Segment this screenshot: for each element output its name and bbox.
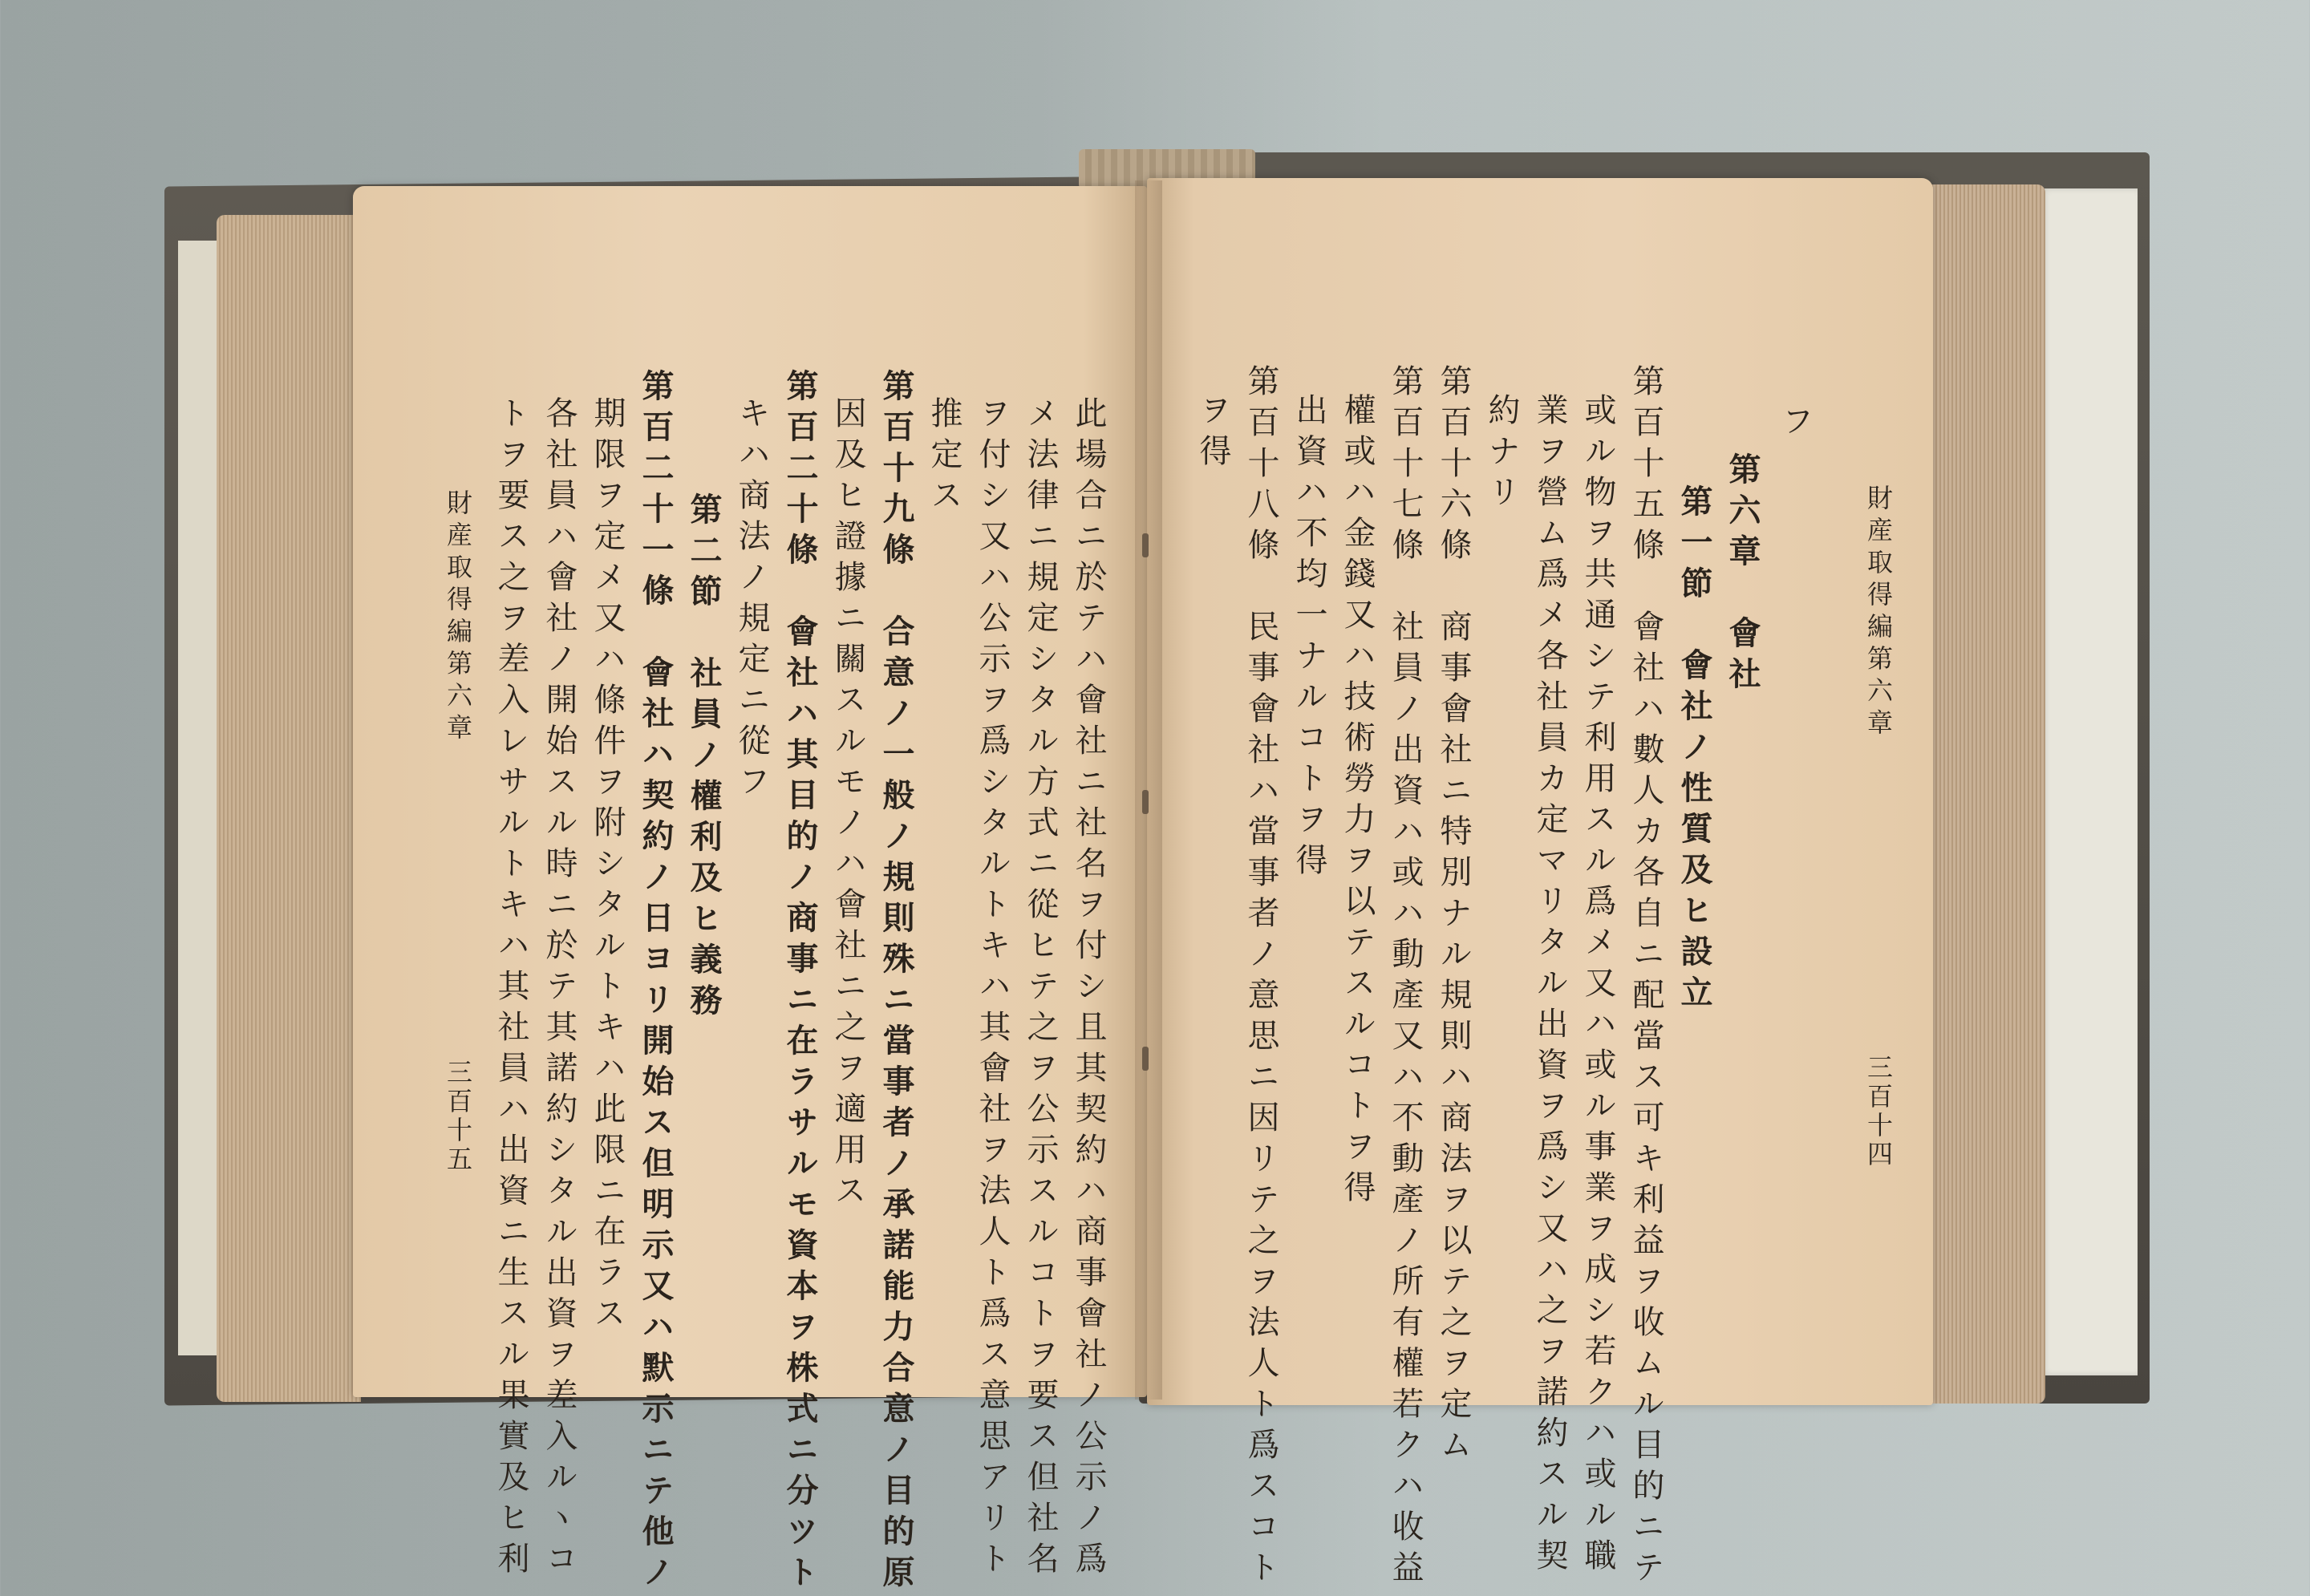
left-footer: 財産取得編第六章 <box>443 489 473 746</box>
right-line-4: 或ル物ヲ共通シテ利用スル爲メ又ハ或ル事業ヲ成シ若クハ或ル職 <box>1579 393 1616 1579</box>
right-line-10: 出資ハ不均一ナルコトヲ得 <box>1291 393 1327 884</box>
left-line-2: メ法律ニ規定シタル方式ニ從ヒテ之ヲ公示スルコトヲ要ス但社名 <box>1022 396 1059 1582</box>
left-line-12: 各社員ハ會社ノ開始スル時ニ於テ其諾約シタル出資ヲ差入ルヽコ <box>541 396 578 1582</box>
right-line-8: 第百十七條 社員ノ出資ハ或ハ動產又ハ不動產ノ所有權若クハ收益 <box>1387 364 1424 1591</box>
endpaper-right <box>2041 188 2138 1375</box>
left-line-4: 推定ス <box>926 396 962 519</box>
left-line-7: 第百二十條 會社ハ其目的ノ商事ニ在ラサルモ資本ヲ株式ニ分ツト <box>781 369 819 1596</box>
left-line-6: 因及ヒ證據ニ關スルモノハ會社ニ之ヲ適用ス <box>829 396 866 1214</box>
right-line-6: 約ナリ <box>1483 393 1520 516</box>
page-edges-right <box>1925 184 2045 1404</box>
left-line-5: 第百十九條 合意ノ一般ノ規則殊ニ當事者ノ承諾能力合意ノ目的原 <box>877 369 915 1596</box>
right-line-9: 權或ハ金錢又ハ技術勞力ヲ以テスルコトヲ得 <box>1339 393 1376 1211</box>
left-line-10: 第百二十一條 會社ハ契約ノ日ヨリ開始ス但明示又ハ默示ニテ他ノ <box>637 369 675 1596</box>
right-line-3: 第百十五條 會社ハ數人カ各自ニ配當ス可キ利益ヲ收ムル目的ニテ <box>1627 364 1664 1591</box>
binding-thread <box>1142 1047 1149 1071</box>
page-edges-left <box>217 215 361 1402</box>
right-page-number: 三百十四 <box>1863 1054 1894 1169</box>
left-section-heading: 第二節 社員ノ權利及ヒ義務 <box>685 492 723 1024</box>
left-line-11: 期限ヲ定メ又ハ條件ヲ附シタルトキハ此限ニ在ラス <box>589 396 626 1337</box>
right-header: 財産取得編第六章 <box>1863 484 1894 741</box>
right-line-7: 第百十六條 商事會社ニ特別ナル規則ハ商法ヲ以テ之ヲ定ム <box>1435 364 1472 1468</box>
left-line-8: キハ商法ノ規定ニ從フ <box>733 396 770 805</box>
book-gutter <box>1135 180 1162 1400</box>
left-page <box>353 186 1147 1596</box>
right-page <box>1147 178 1933 1591</box>
binding-thread <box>1142 790 1149 814</box>
left-line-1: 此場合ニ於テハ會社ニ社名ヲ付シ且其契約ハ商事會社ノ公示ノ爲 <box>1070 396 1107 1582</box>
chapter-heading: 第六章 會社 <box>1724 452 1761 698</box>
right-line-5: 業ヲ營ム爲メ各社員カ定マリタル出資ヲ爲シ又ハ之ヲ諾約スル契 <box>1531 393 1568 1579</box>
left-line-3: ヲ付シ又ハ公示ヲ爲シタルトキハ其會社ヲ法人ト爲ス意思アリト <box>974 396 1011 1582</box>
right-line-11: 第百十八條 民事會社ハ當事者ノ意思ニ因リテ之ヲ法人ト爲スコト <box>1242 364 1279 1591</box>
left-line-13: トヲ要ス之ヲ差入レサルトキハ其社員ハ出資ニ生スル果實及ヒ利 <box>492 396 529 1582</box>
binding-thread <box>1142 533 1149 557</box>
stray-mark: フ <box>1777 404 1814 445</box>
section-heading: 第一節 會社ノ性質及ヒ設立 <box>1676 484 1713 1016</box>
left-page-number: 三百十五 <box>443 1059 473 1174</box>
right-line-12: ヲ得 <box>1194 393 1231 475</box>
